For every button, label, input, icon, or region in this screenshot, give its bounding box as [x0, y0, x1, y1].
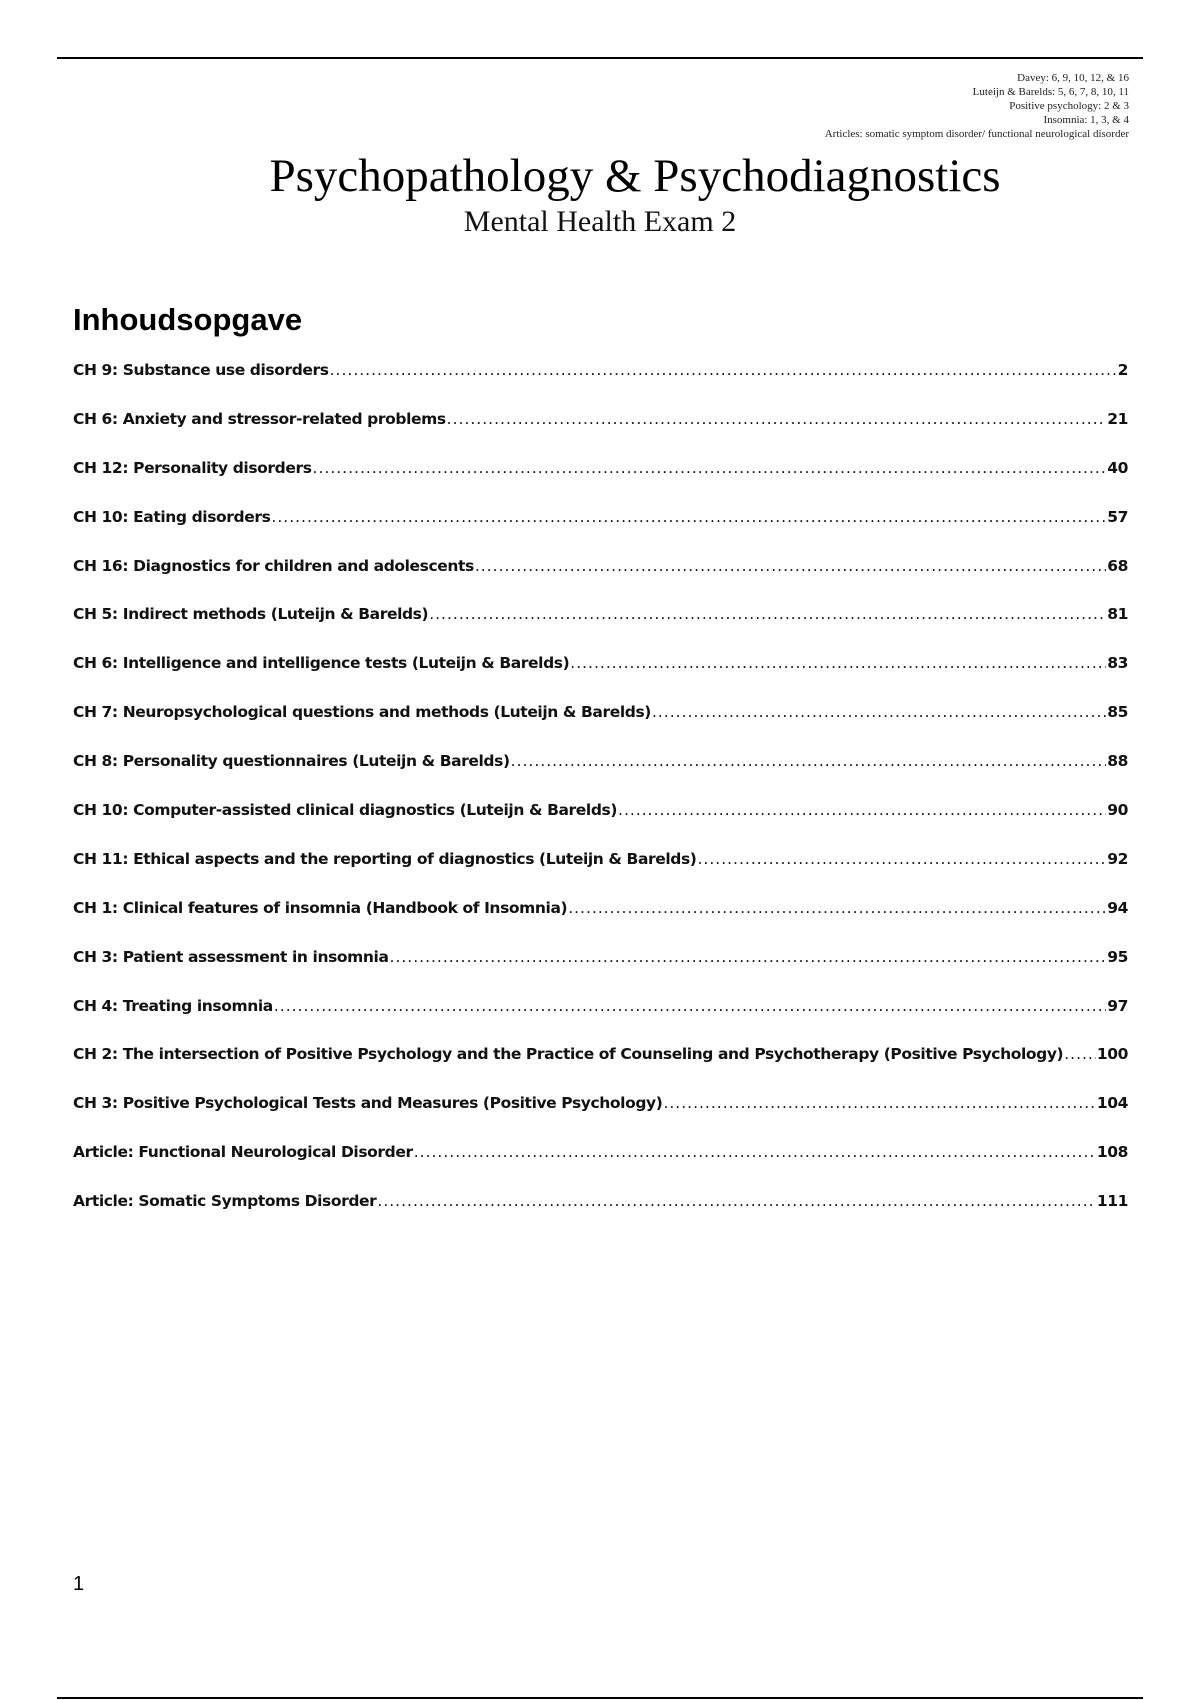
toc-entry-page: 108	[1096, 1143, 1128, 1162]
toc-entry-page: 21	[1107, 409, 1128, 428]
toc-entry-title: CH 12: Personality disorders	[73, 458, 312, 477]
toc-entry[interactable]	[73, 1192, 1128, 1241]
toc-entry-page: 57	[1107, 507, 1128, 526]
toc-entry[interactable]	[73, 752, 1128, 801]
header-meta	[825, 71, 1129, 141]
toc-entry-title: CH 10: Eating disorders	[73, 507, 271, 526]
toc-entry-title: CH 4: Treating insomnia	[73, 996, 273, 1015]
toc-entry-title: CH 6: Anxiety and stressor-related problems	[73, 409, 446, 428]
toc-dot-leader	[663, 1094, 1095, 1112]
toc-dot-leader	[313, 459, 1107, 477]
toc-entry-title: Article: Functional Neurological Disorder	[73, 1143, 413, 1162]
toc-dot-leader	[377, 1192, 1095, 1210]
toc-entry[interactable]	[73, 508, 1128, 557]
top-rule	[57, 57, 1143, 59]
page-number: 1	[73, 1573, 85, 1595]
toc-dot-leader	[618, 801, 1106, 819]
toc-entry-title: Article: Somatic Symptoms Disorder	[73, 1192, 377, 1211]
toc-entry-page: 2	[1117, 361, 1128, 379]
toc-entry[interactable]	[73, 605, 1128, 654]
toc-entry-page: 100	[1096, 1045, 1128, 1064]
toc-entry[interactable]	[73, 557, 1128, 606]
toc-entry[interactable]	[73, 850, 1128, 899]
toc-entry-page: 92	[1107, 849, 1128, 868]
toc-entry-page: 111	[1096, 1192, 1128, 1211]
toc-entry-title: CH 3: Positive Psychological Tests and Measures (Positive Psychology)	[73, 1094, 663, 1113]
toc-entry-title: CH 10: Computer-assisted clinical diagnostics (Luteijn & Barelds)	[73, 801, 618, 820]
meta-line-luteijn: Luteijn & Barelds: 5, 6, 7, 8, 10, 11	[972, 86, 1129, 98]
toc-entry-page: 68	[1107, 556, 1128, 575]
toc-entry[interactable]	[73, 1143, 1128, 1192]
toc-entry-page: 83	[1107, 654, 1128, 673]
toc-entry-page: 85	[1107, 703, 1128, 722]
toc-dot-leader	[568, 899, 1106, 917]
toc-entry-title: CH 1: Clinical features of insomnia (Handbook of Insomnia)	[73, 898, 568, 917]
document-subtitle: Mental Health Exam 2	[463, 205, 737, 238]
toc-entry[interactable]	[73, 410, 1128, 459]
toc-entry-page: 95	[1107, 947, 1128, 966]
toc-entry[interactable]	[73, 801, 1128, 850]
toc-dot-leader	[570, 654, 1106, 672]
toc-dot-leader	[274, 997, 1106, 1015]
toc-entry-page: 94	[1107, 898, 1128, 917]
toc-dot-leader	[271, 508, 1106, 526]
toc-entry[interactable]	[73, 899, 1128, 948]
toc-dot-leader	[390, 948, 1107, 966]
toc-entry-title: CH 16: Diagnostics for children and adolescents	[73, 556, 474, 575]
meta-line-articles: Articles: somatic symptom disorder/ functional neurological disorder	[824, 128, 1129, 140]
toc-entry-title: CH 7: Neuropsychological questions and methods (Luteijn & Barelds)	[73, 703, 651, 722]
toc-entry-page: 88	[1107, 752, 1128, 771]
toc-entry[interactable]	[73, 361, 1128, 410]
toc-entry-page: 104	[1096, 1094, 1128, 1113]
toc-dot-leader	[414, 1143, 1096, 1161]
toc-entry-title: CH 11: Ethical aspects and the reporting of diagnostics (Luteijn & Barelds)	[73, 849, 697, 868]
toc-dot-leader	[475, 557, 1106, 575]
toc-dot-leader	[511, 752, 1107, 770]
bottom-rule	[57, 1697, 1143, 1699]
document-title: Psychopathology & Psychodiagnostics	[269, 150, 1001, 202]
table-of-contents	[73, 361, 1128, 1241]
toc-entry[interactable]	[73, 703, 1128, 752]
toc-heading: Inhoudsopgave	[73, 302, 303, 337]
toc-entry[interactable]	[73, 1094, 1128, 1143]
toc-entry-title: CH 3: Patient assessment in insomnia	[73, 947, 389, 966]
toc-entry[interactable]	[73, 654, 1128, 703]
toc-dot-leader	[429, 605, 1106, 623]
toc-dot-leader	[330, 361, 1117, 379]
toc-entry-title: CH 6: Intelligence and intelligence tests (Luteijn & Barelds)	[73, 654, 570, 673]
meta-line-positive-psychology: Positive psychology: 2 & 3	[1009, 100, 1129, 112]
toc-entry-page: 97	[1107, 996, 1128, 1015]
toc-entry-title: CH 5: Indirect methods (Luteijn & Barelds)	[73, 605, 429, 624]
toc-dot-leader	[447, 410, 1107, 428]
toc-entry-title: CH 8: Personality questionnaires (Luteijn & Barelds)	[73, 752, 510, 771]
toc-entry-page: 90	[1107, 801, 1128, 820]
meta-line-davey: Davey: 6, 9, 10, 12, & 16	[1017, 72, 1129, 84]
toc-entry[interactable]	[73, 459, 1128, 508]
toc-dot-leader	[652, 703, 1106, 721]
toc-dot-leader	[1064, 1045, 1096, 1063]
toc-entry[interactable]	[73, 948, 1128, 997]
toc-entry[interactable]	[73, 1045, 1128, 1094]
toc-entry-title: CH 9: Substance use disorders	[73, 361, 329, 379]
toc-dot-leader	[697, 850, 1106, 868]
toc-entry[interactable]	[73, 997, 1128, 1046]
toc-entry-page: 81	[1107, 605, 1128, 624]
toc-entry-title: CH 2: The intersection of Positive Psychology and the Practice of Counseling and Psychotherapy (Positive Psychology)	[73, 1045, 1064, 1064]
meta-line-insomnia: Insomnia: 1, 3, & 4	[1043, 114, 1129, 126]
toc-entry-page: 40	[1107, 458, 1128, 477]
